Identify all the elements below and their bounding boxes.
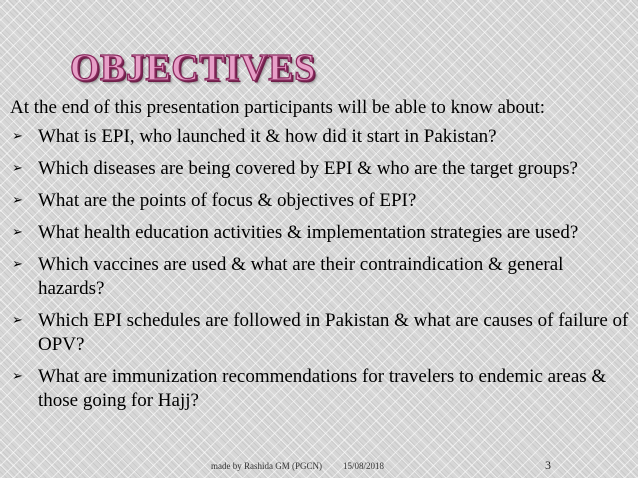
arrow-bullet-icon: ➢ [12, 225, 23, 240]
objective-text: What health education activities & implementation strategies are used? [38, 222, 579, 243]
objective-text: Which vaccines are used & what are their contraindication & general hazards? [38, 254, 564, 299]
arrow-bullet-icon: ➢ [12, 129, 23, 144]
objective-item [10, 189, 630, 213]
slide-title: OBJECTIVES [70, 47, 316, 89]
objective-item [10, 309, 630, 357]
objective-item [10, 157, 630, 181]
arrow-bullet-icon: ➢ [12, 193, 23, 208]
objective-item [10, 221, 630, 245]
arrow-bullet-icon: ➢ [12, 161, 23, 176]
footer-date: 15/08/2018 [343, 461, 385, 471]
objective-text: What are the points of focus & objectives of EPI? [38, 190, 417, 211]
arrow-bullet-icon: ➢ [12, 369, 23, 384]
slide-footer [0, 458, 638, 476]
objective-text: Which diseases are being covered by EPI & who are the target groups? [38, 158, 578, 179]
objective-text: What are immunization recommendations for travelers to endemic areas & those going for Hajj? [38, 366, 607, 411]
objectives-list [10, 125, 630, 421]
arrow-bullet-icon: ➢ [12, 257, 23, 272]
objective-item [10, 365, 630, 413]
objective-text: Which EPI schedules are followed in Pakistan & what are causes of failure of OPV? [38, 310, 629, 355]
page-number: 3 [545, 458, 551, 472]
objective-text: What is EPI, who launched it & how did it start in Pakistan? [38, 126, 497, 147]
objective-item [10, 253, 630, 301]
intro-text: At the end of this presentation participants will be able to know about: [10, 97, 546, 118]
footer-author: made by Rashida GM (PGCN) [211, 461, 322, 471]
objective-item [10, 125, 630, 149]
arrow-bullet-icon: ➢ [12, 313, 23, 328]
